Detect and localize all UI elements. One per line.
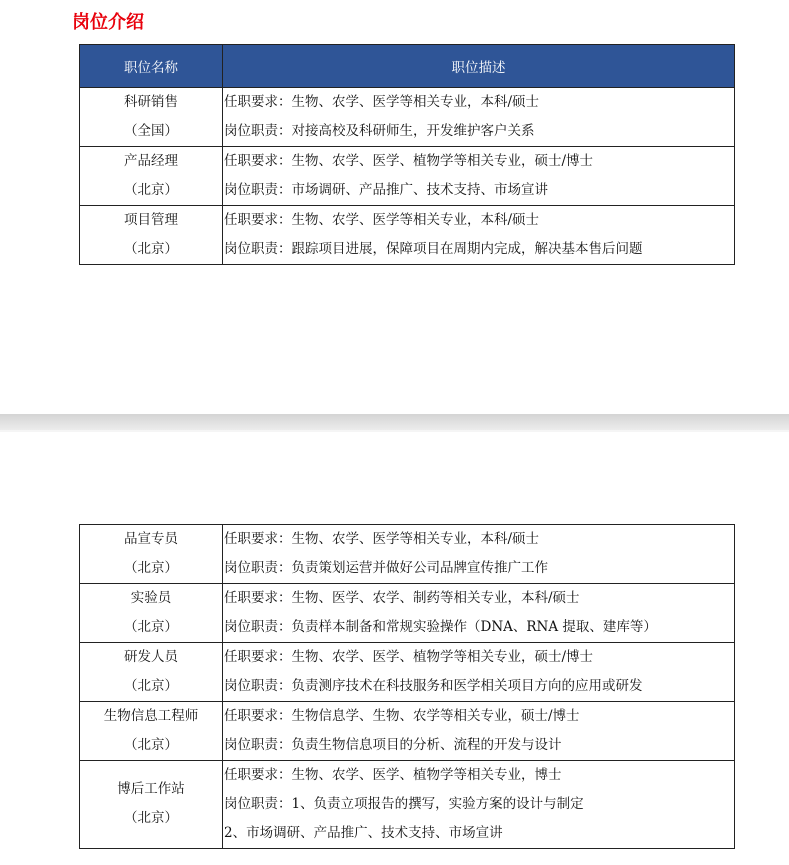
- position-location: （北京）: [124, 560, 178, 576]
- description-cell: [223, 147, 735, 206]
- description-cell: [223, 206, 735, 265]
- position-cell: [80, 702, 223, 761]
- page-title: 岗位介绍: [72, 12, 144, 33]
- description-cell: [223, 584, 735, 643]
- duty-line: 岗位职责：市场调研、产品推广、技术支持、市场宣讲: [224, 182, 548, 198]
- page-break: [0, 414, 789, 430]
- description-cell: [223, 702, 735, 761]
- position-name: 生物信息工程师: [103, 708, 199, 724]
- job-table-page1: [79, 44, 735, 265]
- description-cell: [223, 88, 735, 147]
- duty-line: 岗位职责：对接高校及科研师生，开发维护客户关系: [224, 123, 535, 139]
- table-row: [80, 88, 735, 147]
- requirement-line: 任职要求：生物、农学、医学等相关专业，本科/硕士: [224, 94, 540, 110]
- duty-line-continued: 2、市场调研、产品推广、技术支持、市场宣讲: [224, 825, 503, 841]
- description-cell: [223, 525, 735, 584]
- duty-line: 岗位职责：负责生物信息项目的分析、流程的开发与设计: [224, 737, 562, 753]
- position-name: 研发人员: [124, 649, 178, 665]
- requirement-line: 任职要求：生物、农学、医学等相关专业，本科/硕士: [224, 531, 540, 547]
- position-cell: [80, 584, 223, 643]
- position-cell: [80, 147, 223, 206]
- table-row: [80, 147, 735, 206]
- requirement-line: 任职要求：生物信息学、生物、农学等相关专业，硕士/博士: [224, 708, 580, 724]
- position-cell: [80, 206, 223, 265]
- table-row: [80, 206, 735, 265]
- duty-line: 岗位职责：1、负责立项报告的撰写，实验方案的设计与制定: [224, 796, 584, 812]
- description-cell: [223, 761, 735, 849]
- position-location: （北京）: [124, 810, 178, 826]
- duty-line: 岗位职责：跟踪项目进展，保障项目在周期内完成，解决基本售后问题: [224, 241, 643, 257]
- position-cell: [80, 761, 223, 849]
- position-location: （北京）: [124, 182, 178, 198]
- requirement-line: 任职要求：生物、农学、医学、植物学等相关专业，硕士/博士: [224, 649, 594, 665]
- position-cell: [80, 88, 223, 147]
- position-name: 实验员: [130, 590, 172, 606]
- position-location: （北京）: [124, 241, 178, 257]
- position-cell: [80, 643, 223, 702]
- position-location: （北京）: [124, 737, 178, 753]
- position-location: （北京）: [124, 619, 178, 635]
- duty-line: 岗位职责：负责测序技术在科技服务和医学相关项目方向的应用或研发: [224, 678, 643, 694]
- table-header-row: [80, 45, 735, 88]
- job-table-page2: [79, 524, 735, 849]
- position-name: 品宣专员: [124, 531, 178, 547]
- position-cell: [80, 525, 223, 584]
- position-name: 博后工作站: [117, 781, 185, 797]
- description-cell: [223, 643, 735, 702]
- header-position-name: 职位名称: [80, 45, 223, 88]
- table-row: [80, 702, 735, 761]
- position-location: （北京）: [124, 678, 178, 694]
- header-position-description: 职位描述: [223, 45, 735, 88]
- requirement-line: 任职要求：生物、农学、医学、植物学等相关专业，硕士/博士: [224, 153, 594, 169]
- requirement-line: 任职要求：生物、农学、医学等相关专业，本科/硕士: [224, 212, 540, 228]
- table-row: [80, 643, 735, 702]
- page-break-edge: [0, 430, 789, 432]
- position-name: 科研销售: [124, 94, 178, 110]
- position-location: （全国）: [124, 123, 178, 139]
- table-row: [80, 525, 735, 584]
- duty-line: 岗位职责：负责样本制备和常规实验操作（DNA、RNA 提取、建库等）: [224, 619, 657, 635]
- table-row: [80, 761, 735, 849]
- requirement-line: 任职要求：生物、医学、农学、制药等相关专业，本科/硕士: [224, 590, 580, 606]
- position-name: 产品经理: [124, 153, 178, 169]
- table-row: [80, 584, 735, 643]
- duty-line: 岗位职责：负责策划运营并做好公司品牌宣传推广工作: [224, 560, 548, 576]
- position-name: 项目管理: [124, 212, 178, 228]
- requirement-line: 任职要求：生物、农学、医学、植物学等相关专业，博士: [224, 767, 562, 783]
